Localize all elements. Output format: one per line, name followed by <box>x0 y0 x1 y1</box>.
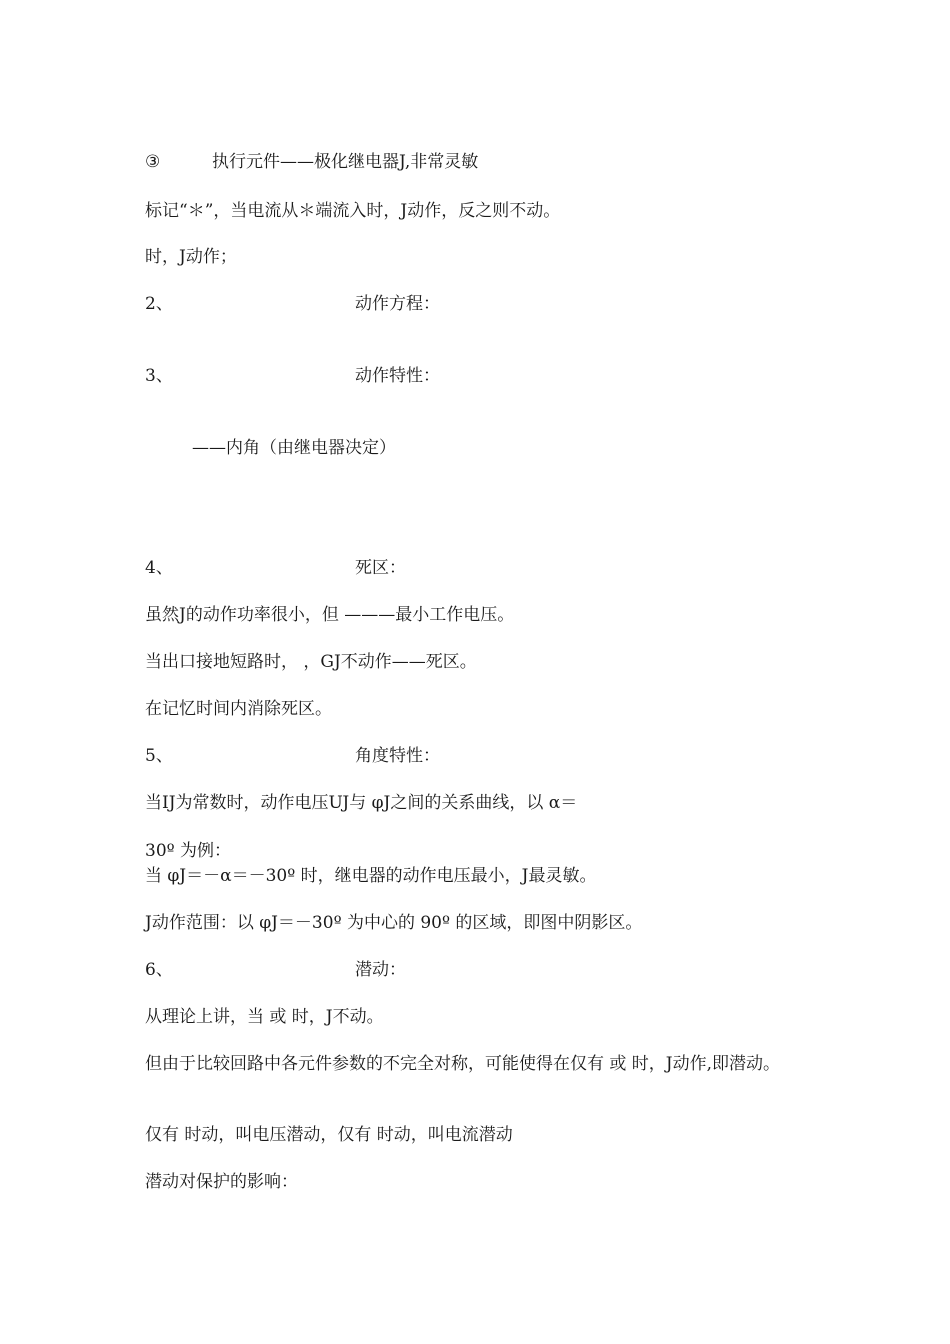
item-text: 执行元件——极化继电器J,非常灵敏 <box>212 152 479 172</box>
paragraph-mark: 标记“＊”，当电流从＊端流入时，J动作，反之则不动。 <box>145 201 561 221</box>
paragraph: 但由于比较回路中各元件参数的不完全对称，可能使得在仅有 或 时，J动作,即潜动。 <box>145 1054 781 1074</box>
section-number-6: 6、 <box>145 960 173 980</box>
section-number-5: 5、 <box>145 746 173 766</box>
section-title-5: 角度特性： <box>355 746 440 766</box>
paragraph: 虽然J的动作功率很小，但 ———最小工作电压。 <box>145 605 515 625</box>
section-title-6: 潜动： <box>355 960 406 980</box>
section-title-3: 动作特性： <box>355 366 440 386</box>
paragraph: 潜动对保护的影响： <box>145 1172 298 1192</box>
paragraph: J动作范围：以 φJ＝－30º 为中心的 90º 的区域，即图中阴影区。 <box>145 913 643 933</box>
section-number-4: 4、 <box>145 558 173 578</box>
paragraph: 当出口接地短路时， ，GJ不动作——死区。 <box>145 652 477 672</box>
section-number-2: 2、 <box>145 294 173 314</box>
section-title-2: 动作方程： <box>355 294 440 314</box>
paragraph: 当 φJ＝－α＝－30º 时，继电器的动作电压最小，J最灵敏。 <box>145 866 597 886</box>
paragraph: 当IJ为常数时，动作电压UJ与 φJ之间的关系曲线，以 α＝ <box>145 793 578 813</box>
paragraph: 30º 为例： <box>145 841 232 861</box>
paragraph-time: 时，J动作； <box>145 247 237 267</box>
section-number-3: 3、 <box>145 366 173 386</box>
paragraph: 从理论上讲，当 或 时，J不动。 <box>145 1007 384 1027</box>
paragraph: 在记忆时间内消除死区。 <box>145 699 332 719</box>
item-marker: ③ <box>145 152 161 172</box>
paragraph: 仅有 时动，叫电压潜动，仅有 时动，叫电流潜动 <box>145 1125 513 1145</box>
section-title-4: 死区： <box>355 558 406 578</box>
inner-angle-note: ——内角（由继电器决定） <box>192 438 396 458</box>
